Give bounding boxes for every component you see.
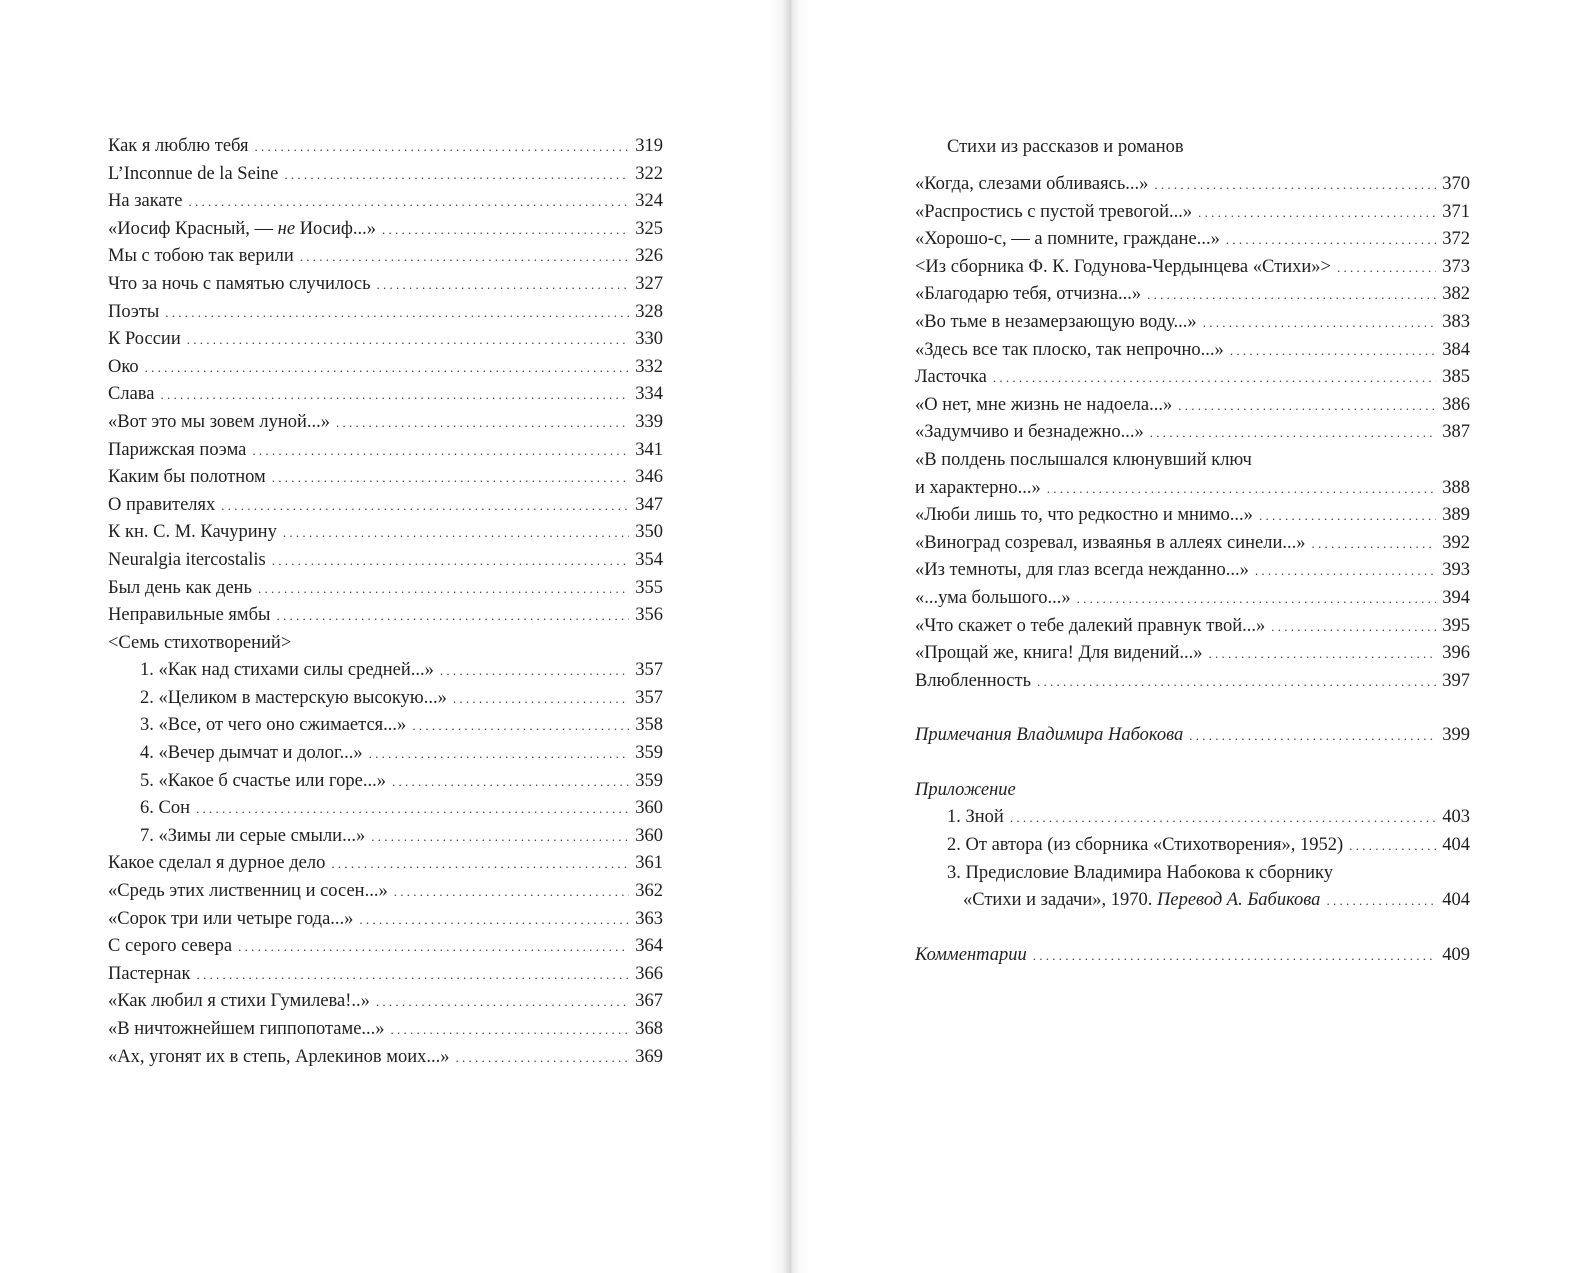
toc-entry-title: Что за ночь с памятью случилось bbox=[108, 273, 371, 294]
toc-page-number: 328 bbox=[635, 301, 663, 322]
leader-dots bbox=[1077, 585, 1437, 613]
leader-dots bbox=[1209, 640, 1437, 668]
toc-entry[interactable] bbox=[108, 823, 663, 851]
toc-entry[interactable] bbox=[108, 878, 663, 906]
toc-entry-title-part: «Иосиф Красный, — bbox=[108, 218, 274, 239]
toc-entry-title: «Сорок три или четыре года...» bbox=[108, 908, 354, 929]
toc-page-number: 326 bbox=[635, 246, 663, 267]
toc-page-number: 367 bbox=[635, 991, 663, 1012]
leader-dots bbox=[392, 768, 629, 796]
leader-dots bbox=[336, 409, 629, 437]
leader-dots bbox=[196, 961, 629, 989]
toc-page-number: 350 bbox=[635, 522, 663, 543]
leader-dots bbox=[187, 326, 630, 354]
appendix-title: Приложение bbox=[915, 779, 1016, 800]
leader-dots bbox=[1255, 557, 1436, 585]
toc-page-number: 360 bbox=[635, 825, 663, 846]
toc-page-number: 382 bbox=[1442, 284, 1470, 305]
toc-entry[interactable] bbox=[915, 585, 1470, 613]
leader-dots bbox=[1230, 337, 1436, 365]
toc-page-number: 362 bbox=[635, 881, 663, 902]
toc-page-number: 355 bbox=[635, 577, 663, 598]
toc-page-number: 372 bbox=[1442, 229, 1470, 250]
toc-entry-title: 1. Зной bbox=[947, 807, 1004, 828]
toc-group-title: <Семь стихотворений> bbox=[108, 632, 292, 653]
toc-entry-title: «Средь этих лиственниц и сосен...» bbox=[108, 881, 388, 902]
toc-entry-title: «Из темноты, для глаз всегда нежданно...» bbox=[915, 560, 1249, 581]
toc-entry[interactable] bbox=[915, 364, 1470, 392]
toc-entry[interactable] bbox=[108, 271, 663, 299]
toc-entry[interactable] bbox=[108, 133, 663, 161]
toc-page-number: 319 bbox=[635, 136, 663, 156]
toc-entry[interactable] bbox=[108, 740, 663, 768]
leader-dots bbox=[272, 464, 630, 492]
toc-page-number: 368 bbox=[635, 1019, 663, 1039]
toc-page-number: 395 bbox=[1442, 615, 1470, 636]
leader-dots bbox=[165, 299, 629, 327]
toc-entry[interactable] bbox=[915, 475, 1470, 503]
leader-dots bbox=[283, 519, 629, 547]
toc-page-number: 373 bbox=[1442, 256, 1470, 277]
toc-entry-title: и характерно...» bbox=[915, 477, 1041, 498]
toc-entry-title-part: «Стихи и задачи», 1970. bbox=[963, 890, 1153, 911]
left-page-toc bbox=[108, 133, 663, 1071]
toc-page-number: 354 bbox=[635, 549, 663, 570]
toc-page-number: 369 bbox=[635, 1046, 663, 1067]
toc-page-number: 334 bbox=[635, 384, 663, 405]
leader-dots bbox=[272, 547, 630, 575]
toc-entry[interactable] bbox=[915, 668, 1470, 696]
toc-entry-title: L’Inconnue de la Seine bbox=[108, 163, 279, 184]
toc-page-number: 363 bbox=[635, 908, 663, 929]
toc-entry[interactable] bbox=[108, 188, 663, 216]
toc-entry[interactable] bbox=[108, 299, 663, 327]
leader-dots bbox=[391, 1016, 630, 1044]
toc-page-number: 361 bbox=[635, 853, 663, 874]
leader-dots bbox=[284, 161, 629, 189]
toc-page-number: 356 bbox=[635, 605, 663, 626]
toc-entry[interactable] bbox=[108, 243, 663, 271]
toc-entry[interactable] bbox=[108, 768, 663, 796]
toc-page-number: 347 bbox=[635, 494, 663, 515]
toc-page-number: 404 bbox=[1442, 890, 1470, 911]
toc-entry[interactable] bbox=[108, 575, 663, 603]
toc-entry-title: «Как любил я стихи Гумилева!..» bbox=[108, 991, 370, 1012]
toc-entry-title: «Хорошо-с, — а помните, граждане...» bbox=[915, 229, 1220, 250]
toc-entry[interactable] bbox=[915, 419, 1470, 447]
leader-dots bbox=[1259, 502, 1436, 530]
toc-entry-title: Неправильные ямбы bbox=[108, 605, 271, 626]
toc-page-number: 385 bbox=[1442, 367, 1470, 388]
toc-entry[interactable] bbox=[108, 216, 663, 244]
leader-dots bbox=[1326, 887, 1436, 915]
toc-entry-title-line1: «В полдень послышался клюнувший ключ bbox=[915, 449, 1252, 470]
leader-dots bbox=[196, 795, 629, 823]
toc-entry-title: Ласточка bbox=[915, 367, 987, 388]
toc-entry[interactable] bbox=[108, 961, 663, 989]
leader-dots bbox=[377, 271, 630, 299]
toc-entry-title: 2. «Целиком в мастерскую высокую...» bbox=[140, 687, 447, 708]
leader-dots bbox=[252, 437, 629, 465]
toc-page-number: 357 bbox=[635, 687, 663, 708]
toc-entry-title: Примечания Владимира Набокова bbox=[915, 725, 1184, 746]
toc-page-number: 386 bbox=[1442, 394, 1470, 415]
toc-entry[interactable] bbox=[915, 309, 1470, 337]
toc-entry-title: «Здесь все так плоско, так непрочно...» bbox=[915, 339, 1224, 360]
toc-entry-title: «Ах, угонят их в степь, Арлекинов моих...» bbox=[108, 1046, 450, 1067]
toc-entry[interactable] bbox=[108, 685, 663, 713]
toc-page-number: 403 bbox=[1442, 807, 1470, 828]
toc-page-number: 359 bbox=[635, 743, 663, 764]
toc-entry-title: 1. «Как над стихами силы средней...» bbox=[140, 660, 434, 681]
toc-entry-title: Какое сделал я дурное дело bbox=[108, 853, 326, 874]
toc-entry-title: «Вот это мы зовем луной...» bbox=[108, 411, 330, 432]
toc-page-number: 384 bbox=[1442, 339, 1470, 360]
leader-dots bbox=[1226, 226, 1436, 254]
leader-dots bbox=[1198, 199, 1436, 227]
toc-entry-title: 7. «Зимы ли серые смыли...» bbox=[140, 825, 366, 846]
toc-entry[interactable] bbox=[108, 161, 663, 189]
toc-entry-title: «Что скажет о тебе далекий правнук твой...» bbox=[915, 615, 1266, 636]
toc-entry[interactable] bbox=[915, 171, 1470, 199]
toc-page-number: 325 bbox=[635, 218, 663, 239]
leader-dots bbox=[371, 823, 629, 851]
toc-entry-title: Комментарии bbox=[915, 944, 1027, 965]
leader-dots bbox=[453, 685, 629, 713]
toc-page-number: 371 bbox=[1442, 201, 1470, 222]
toc-entry-title: Поэты bbox=[108, 301, 160, 322]
leader-dots bbox=[440, 657, 629, 685]
leader-dots bbox=[238, 933, 629, 961]
toc-entry[interactable] bbox=[108, 1044, 663, 1072]
leader-dots bbox=[394, 878, 630, 906]
toc-page-number: 366 bbox=[635, 963, 663, 984]
leader-dots bbox=[456, 1044, 630, 1072]
toc-page-number: 393 bbox=[1442, 560, 1470, 581]
toc-entry-title: К кн. С. М. Качурину bbox=[108, 522, 277, 543]
toc-entry-title: Каким бы полотном bbox=[108, 467, 266, 488]
toc-page-number: 387 bbox=[1442, 422, 1470, 443]
leader-dots bbox=[1311, 530, 1436, 558]
toc-entry[interactable] bbox=[108, 464, 663, 492]
toc-entry[interactable] bbox=[108, 1016, 663, 1044]
toc-entry-title: 4. «Вечер дымчат и долог...» bbox=[140, 743, 363, 764]
toc-entry[interactable] bbox=[108, 795, 663, 823]
toc-entry-title: Neuralgia itercostalis bbox=[108, 549, 266, 570]
toc-entry-title: «Люби лишь то, что редкостно и мнимо...» bbox=[915, 505, 1253, 526]
leader-dots bbox=[1047, 475, 1436, 503]
toc-entry-title-italic: Перевод А. Бабикова bbox=[1157, 890, 1321, 911]
toc-entry-title: «Когда, слезами обливаясь...» bbox=[915, 174, 1149, 194]
toc-entry-title: Мы с тобою так верили bbox=[108, 246, 294, 267]
leader-dots bbox=[188, 188, 629, 216]
toc-page-number: 392 bbox=[1442, 532, 1470, 553]
leader-dots bbox=[276, 602, 629, 630]
toc-entry[interactable] bbox=[915, 557, 1470, 585]
toc-entry[interactable] bbox=[108, 547, 663, 575]
toc-entry[interactable] bbox=[108, 354, 663, 382]
toc-entry-title: «Прощай же, книга! Для видений...» bbox=[915, 643, 1203, 664]
toc-entry[interactable] bbox=[108, 712, 663, 740]
toc-entry-title: <Из сборника Ф. К. Годунова-Чердынцева «Стихи»> bbox=[915, 256, 1331, 277]
appendix-item[interactable] bbox=[915, 887, 1470, 915]
toc-entry[interactable] bbox=[915, 804, 1470, 832]
toc-page-number: 396 bbox=[1442, 643, 1470, 664]
toc-entry-title: 2. От автора (из сборника «Стихотворения», 1952) bbox=[947, 835, 1344, 856]
toc-entry-title-italic: не bbox=[277, 218, 296, 239]
toc-page-number: 389 bbox=[1442, 505, 1470, 526]
toc-page-number: 357 bbox=[635, 660, 663, 681]
toc-page-number: 324 bbox=[635, 191, 663, 212]
toc-entry[interactable] bbox=[915, 392, 1470, 420]
leader-dots bbox=[1271, 613, 1436, 641]
toc-page-number: 339 bbox=[635, 411, 663, 432]
toc-entry-title: К России bbox=[108, 329, 181, 350]
toc-entry-title-part: Иосиф...» bbox=[299, 218, 376, 239]
toc-entry-title: Пастернак bbox=[108, 963, 191, 984]
toc-entry-title: «...ума большого...» bbox=[915, 587, 1071, 608]
leader-dots bbox=[1178, 392, 1436, 420]
toc-page-number: 330 bbox=[635, 329, 663, 350]
leader-dots bbox=[1154, 171, 1436, 199]
toc-entry[interactable] bbox=[108, 381, 663, 409]
toc-entry-title: 3. «Все, от чего оно сжимается...» bbox=[140, 715, 407, 736]
toc-page-number: 383 bbox=[1442, 311, 1470, 332]
toc-entry-title: «Задумчиво и безнадежно...» bbox=[915, 422, 1144, 443]
toc-entry[interactable] bbox=[108, 437, 663, 465]
toc-page-number: 341 bbox=[635, 439, 663, 460]
leader-dots bbox=[255, 133, 630, 161]
leader-dots bbox=[1203, 309, 1437, 337]
toc-entry-title: «О нет, мне жизнь не надоела...» bbox=[915, 394, 1173, 415]
toc-entry-title: О правителях bbox=[108, 494, 216, 515]
toc-page-number: 360 bbox=[635, 798, 663, 819]
leader-dots bbox=[1037, 668, 1436, 696]
toc-entry-title: «В ничтожнейшем гиппопотаме...» bbox=[108, 1019, 385, 1039]
toc-entry[interactable] bbox=[915, 254, 1470, 282]
toc-entry[interactable] bbox=[108, 519, 663, 547]
leader-dots bbox=[1189, 722, 1436, 750]
toc-entry[interactable] bbox=[108, 933, 663, 961]
toc-entry-comments[interactable] bbox=[915, 942, 1470, 970]
leader-dots bbox=[1150, 419, 1436, 447]
toc-entry[interactable] bbox=[915, 613, 1470, 641]
toc-page-number: 358 bbox=[635, 715, 663, 736]
leader-dots bbox=[161, 381, 630, 409]
toc-page-number: 364 bbox=[635, 936, 663, 957]
leader-dots bbox=[412, 712, 629, 740]
toc-entry-title: «Благодарю тебя, отчизна...» bbox=[915, 284, 1142, 305]
toc-entry[interactable] bbox=[108, 988, 663, 1016]
toc-entry-title bbox=[108, 216, 376, 244]
toc-entry[interactable] bbox=[108, 492, 663, 520]
leader-dots bbox=[1033, 942, 1437, 970]
toc-entry-title: Как я люблю тебя bbox=[108, 136, 249, 156]
toc-entry[interactable] bbox=[108, 409, 663, 437]
leader-dots bbox=[1147, 281, 1436, 309]
toc-page-number: 322 bbox=[635, 163, 663, 184]
toc-entry-title: 6. Сон bbox=[140, 798, 190, 819]
toc-entry-title: Влюбленность bbox=[915, 670, 1032, 691]
leader-dots bbox=[1337, 254, 1436, 282]
toc-entry[interactable] bbox=[915, 502, 1470, 530]
leader-dots bbox=[145, 354, 630, 382]
leader-dots bbox=[300, 243, 629, 271]
leader-dots bbox=[221, 492, 629, 520]
leader-dots bbox=[993, 364, 1436, 392]
toc-entry-title: Был день как день bbox=[108, 577, 252, 598]
toc-entry-notes[interactable] bbox=[915, 722, 1470, 750]
toc-entry-title: «Распростись с пустой тревогой...» bbox=[915, 201, 1193, 222]
toc-entry[interactable] bbox=[108, 906, 663, 934]
toc-entry[interactable] bbox=[915, 832, 1470, 860]
toc-page-number: 399 bbox=[1442, 725, 1470, 746]
toc-page-number: 404 bbox=[1442, 835, 1470, 856]
toc-page-number: 409 bbox=[1442, 944, 1470, 965]
toc-entry[interactable] bbox=[915, 530, 1470, 558]
toc-entry[interactable] bbox=[108, 602, 663, 630]
toc-page-number: 332 bbox=[635, 356, 663, 377]
toc-page-number: 359 bbox=[635, 770, 663, 791]
toc-page-number: 394 bbox=[1442, 587, 1470, 608]
toc-entry-title: «Во тьме в незамерзающую воду...» bbox=[915, 311, 1197, 332]
toc-page-number: 397 bbox=[1442, 670, 1470, 691]
leader-dots bbox=[258, 575, 629, 603]
toc-page-number: 388 bbox=[1442, 477, 1470, 498]
toc-entry-title: Парижская поэма bbox=[108, 439, 247, 460]
leader-dots bbox=[331, 850, 629, 878]
right-page-toc bbox=[915, 133, 1470, 969]
toc-entry[interactable] bbox=[915, 226, 1470, 254]
toc-entry-title: На закате bbox=[108, 191, 183, 212]
toc-entry-title: Око bbox=[108, 356, 139, 377]
leader-dots bbox=[359, 906, 629, 934]
toc-page-number: 346 bbox=[635, 467, 663, 488]
toc-entry-title: 5. «Какое б счастье или горе...» bbox=[140, 770, 387, 791]
toc-page-number: 370 bbox=[1442, 174, 1470, 194]
leader-dots bbox=[382, 216, 629, 244]
appendix-item-line1: 3. Предисловие Владимира Набокова к сборнику bbox=[947, 862, 1333, 883]
toc-entry[interactable] bbox=[108, 850, 663, 878]
toc-entry-title: «Виноград созревал, изваянья в аллеях синели...» bbox=[915, 532, 1306, 553]
toc-entry-title: С серого севера bbox=[108, 936, 233, 957]
toc-entry[interactable] bbox=[915, 337, 1470, 365]
toc-entry-title bbox=[963, 887, 1320, 915]
leader-dots bbox=[1010, 804, 1436, 832]
toc-page-number: 327 bbox=[635, 273, 663, 294]
toc-entry-title: Слава bbox=[108, 384, 155, 405]
leader-dots bbox=[376, 988, 629, 1016]
book-gutter bbox=[770, 0, 810, 1273]
toc-entry[interactable] bbox=[915, 640, 1470, 668]
leader-dots bbox=[369, 740, 630, 768]
toc-entry[interactable] bbox=[915, 281, 1470, 309]
toc-entry[interactable] bbox=[108, 657, 663, 685]
leader-dots bbox=[1349, 832, 1436, 860]
toc-entry[interactable] bbox=[915, 199, 1470, 227]
toc-entry[interactable] bbox=[108, 326, 663, 354]
section-heading: Стихи из рассказов и романов bbox=[947, 137, 1184, 157]
